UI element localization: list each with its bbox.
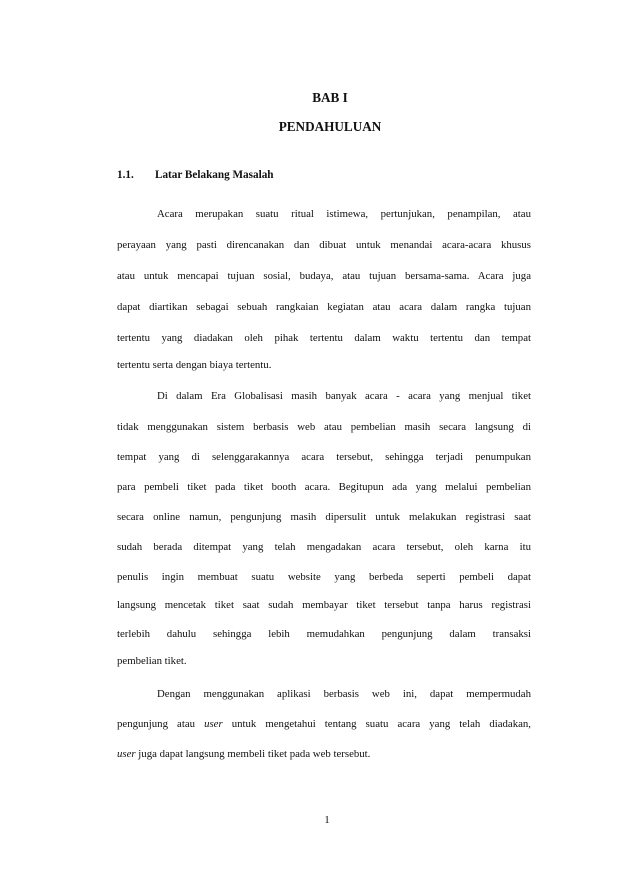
paragraph-1-line: Acara merupakan suatu ritual istimewa, pertunjukan, penampilan, atau [157,208,531,220]
emphasis-user: user [204,718,223,730]
paragraph-3-line: user juga dapat langsung membeli tiket pada web tersebut. [117,748,371,760]
paragraph-1-line: dapat diartikan sebagai sebuah rangkaian kegiatan atau acara dalam rangka tujuan [117,301,531,313]
paragraph-1-line: tertentu yang diadakan oleh pihak tertentu dalam waktu tertentu dan tempat [117,332,531,344]
paragraph-3-line: Dengan menggunakan aplikasi berbasis web ini, dapat mempermudah [157,688,531,700]
paragraph-2-line: tempat yang di selenggarakannya acara tersebut, sehingga terjadi penumpukan [117,451,531,463]
section-heading [117,169,274,181]
emphasis-user: user [117,748,136,760]
paragraph-2-line: penulis ingin membuat suatu website yang berbeda seperti pembeli dapat [117,571,531,583]
paragraph-2-line: secara online namun, pengunjung masih dipersulit untuk melakukan registrasi saat [117,511,531,523]
paragraph-2-line: pembelian tiket. [117,655,187,667]
section-number: 1.1. [117,169,134,181]
chapter-heading: BAB I [312,90,348,105]
page-number: 1 [324,814,330,826]
paragraph-2-line: tidak menggunakan sistem berbasis web atau pembelian masih secara langsung di [117,421,531,433]
section-title: Latar Belakang Masalah [155,169,274,181]
chapter-title: PENDAHULUAN [278,119,382,134]
paragraph-1-line: atau untuk mencapai tujuan sosial, budaya, atau tujuan bersama-sama. Acara juga [117,270,531,282]
paragraph-2-line: Di dalam Era Globalisasi masih banyak acara - acara yang menjual tiket [157,390,531,402]
paragraph-2-line: para pembeli tiket pada tiket booth acara. Begitupun ada yang melalui pembelian [117,481,531,493]
paragraph-2-line: terlebih dahulu sehingga lebih memudahkan pengunjung dalam transaksi [117,628,531,640]
paragraph-2-line: sudah berada ditempat yang telah mengadakan acara tersebut, oleh karna itu [117,541,531,553]
paragraph-1-line: tertentu serta dengan biaya tertentu. [117,359,272,371]
paragraph-1-line: perayaan yang pasti direncanakan dan dibuat untuk menandai acara-acara khusus [117,239,531,251]
paragraph-2-line: langsung mencetak tiket saat sudah membayar tiket tersebut tanpa harus registrasi [117,599,531,611]
paragraph-3-line: pengunjung atau user untuk mengetahui tentang suatu acara yang telah diadakan, [117,718,531,730]
